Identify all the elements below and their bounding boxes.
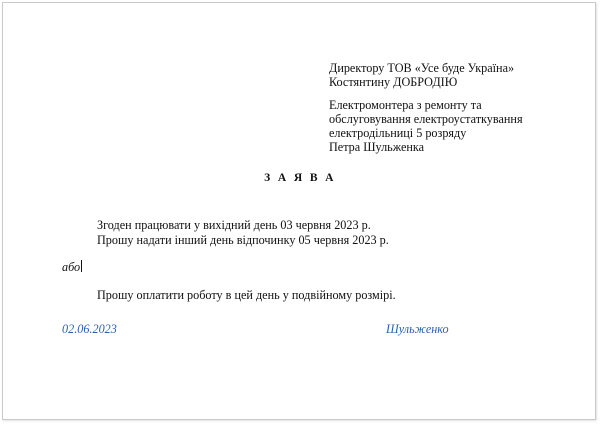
body-paragraph-3: Прошу оплатити роботу в цей день у подвійному розмірі. (97, 288, 396, 302)
addressee-line-1: Директору ТОВ «Усе буде Україна» (329, 61, 515, 75)
document-title: З А Я В А (264, 172, 336, 184)
or-separator (62, 260, 82, 274)
sender-line-4: Петра Шульженка (329, 140, 425, 154)
addressee-block (329, 61, 514, 89)
signature: Шульженко (386, 322, 449, 336)
or-label: або (62, 260, 81, 274)
document-page (2, 2, 596, 420)
sender-block (329, 98, 523, 154)
addressee-line-2: Костянтину ДОБРОДІЮ (329, 75, 458, 89)
sender-line-3: електродільниці 5 розряду (329, 126, 467, 140)
sender-line-1: Електромонтера з ремонту та (329, 98, 482, 112)
text-cursor (81, 260, 82, 272)
document-date: 02.06.2023 (62, 322, 117, 336)
sender-line-2: обслуговування електроустаткування (329, 112, 523, 126)
body-paragraph-2: Прошу надати інший день відпочинку 05 червня 2023 р. (97, 233, 389, 247)
body-paragraph-1: Згоден працювати у вихідний день 03 червня 2023 р. (97, 218, 371, 232)
